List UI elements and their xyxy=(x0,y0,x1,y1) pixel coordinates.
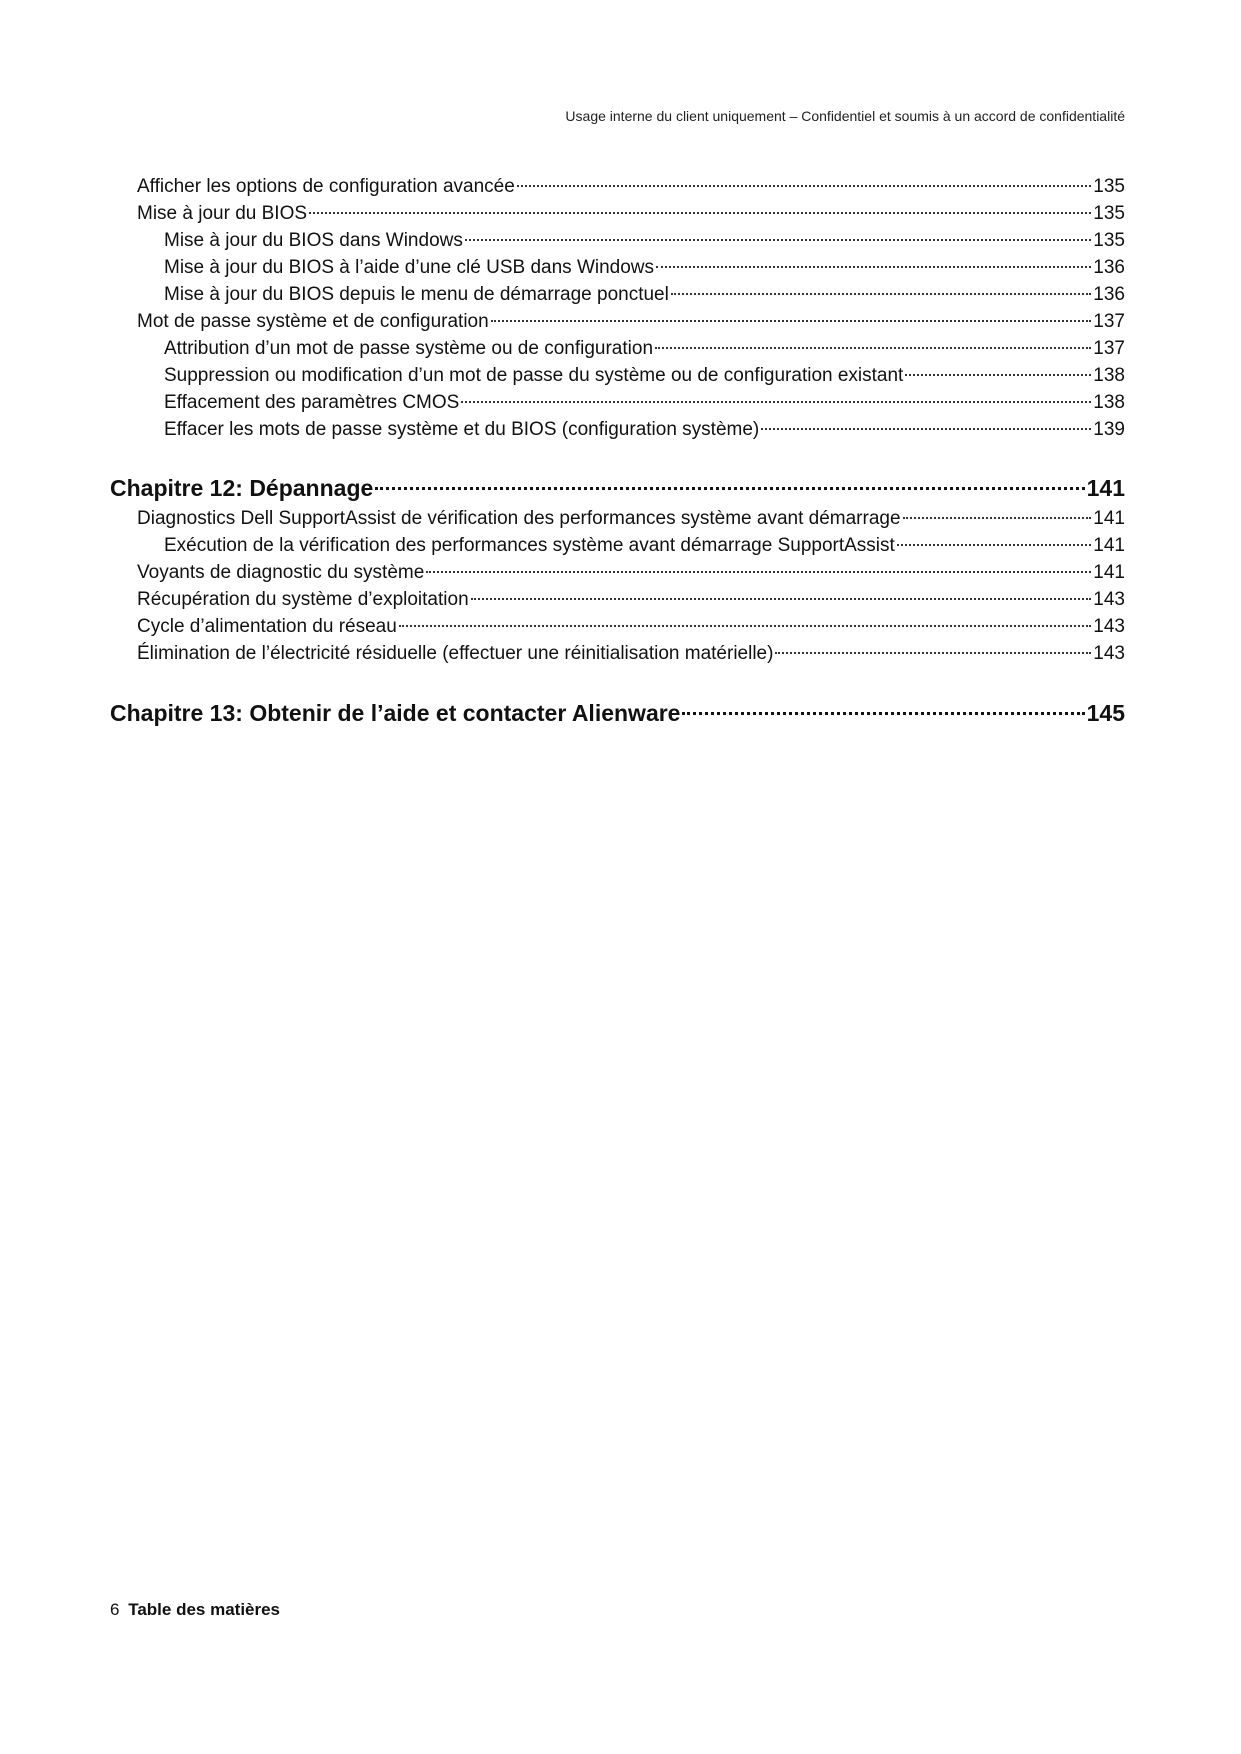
toc-chapter-13-help-contact[interactable] xyxy=(110,699,1125,727)
toc-entry-title: Effacer les mots de passe système et du BIOS (configuration système) xyxy=(164,419,760,440)
dot-leader xyxy=(471,598,1092,600)
dot-leader xyxy=(375,487,1084,490)
dot-leader xyxy=(491,320,1092,322)
toc-entry-supportassist-diagnostics[interactable] xyxy=(110,507,1125,531)
toc-entry-network-power-cycle[interactable] xyxy=(110,615,1125,639)
toc-chapter-title: Chapitre 12: Dépannage xyxy=(110,475,374,501)
toc-entry-title: Récupération du système d’exploitation xyxy=(137,589,469,610)
toc-entry-title: Mise à jour du BIOS xyxy=(137,203,308,224)
dot-leader xyxy=(903,517,1092,519)
toc-entry-title: Attribution d’un mot de passe système ou de configuration xyxy=(164,338,654,359)
toc-entry-page: 139 xyxy=(1093,419,1125,440)
toc-entry-page: 141 xyxy=(1093,562,1125,583)
dot-leader xyxy=(671,293,1091,295)
toc-entry-bios-update-windows[interactable] xyxy=(110,229,1125,253)
toc-entry-os-recovery[interactable] xyxy=(110,588,1125,612)
toc-entry-page: 135 xyxy=(1093,230,1125,251)
toc-entry-clear-bios-passwords[interactable] xyxy=(110,418,1125,442)
toc-entry-system-setup-password[interactable] xyxy=(110,310,1125,334)
toc-entry-page: 138 xyxy=(1093,365,1125,386)
toc-entry-delete-change-password[interactable] xyxy=(110,364,1125,388)
dot-leader xyxy=(897,544,1091,546)
toc-entry-run-supportassist-check[interactable] xyxy=(110,534,1125,558)
toc-entry-title: Diagnostics Dell SupportAssist de vérification des performances système avant démarrage xyxy=(137,508,901,529)
dot-leader xyxy=(465,239,1091,241)
toc-entry-page: 136 xyxy=(1093,284,1125,305)
toc-entry-page: 135 xyxy=(1093,203,1125,224)
page-footer xyxy=(110,1600,280,1620)
toc-entry-title: Cycle d’alimentation du réseau xyxy=(137,616,397,637)
toc-entry-page: 143 xyxy=(1093,616,1125,637)
toc-entry-page: 137 xyxy=(1093,338,1125,359)
dot-leader xyxy=(656,266,1091,268)
toc-entry-advanced-setup-options[interactable] xyxy=(110,175,1125,199)
toc-entry-title: Exécution de la vérification des performances système avant démarrage SupportAssist xyxy=(164,535,895,556)
dot-leader xyxy=(517,185,1092,187)
toc-entry-page: 141 xyxy=(1093,535,1125,556)
toc-entry-page: 143 xyxy=(1093,643,1125,664)
dot-leader xyxy=(309,212,1091,214)
dot-leader xyxy=(775,652,1091,654)
toc-chapter-12-troubleshooting[interactable] xyxy=(110,474,1125,502)
toc-entry-title: Effacement des paramètres CMOS xyxy=(164,392,460,413)
toc-entry-diagnostic-lights[interactable] xyxy=(110,561,1125,585)
toc-entry-page: 136 xyxy=(1093,257,1125,278)
toc-entry-page: 137 xyxy=(1093,311,1125,332)
footer-section-title: Table des matières xyxy=(128,1600,281,1619)
toc-entry-bios-update-boot-menu[interactable] xyxy=(110,283,1125,307)
toc-entry-title: Mot de passe système et de configuration xyxy=(137,311,489,332)
dot-leader xyxy=(655,347,1091,349)
toc-chapter-page: 141 xyxy=(1086,475,1125,501)
toc-entry-page: 138 xyxy=(1093,392,1125,413)
footer-page-number: 6 xyxy=(110,1600,120,1619)
dot-leader xyxy=(682,712,1084,715)
toc-chapter-title: Chapitre 13: Obtenir de l’aide et contacter Alienware xyxy=(110,700,681,726)
toc-entry-title: Voyants de diagnostic du système xyxy=(137,562,425,583)
toc-entry-assign-password[interactable] xyxy=(110,337,1125,361)
toc-entry-bios-update-usb[interactable] xyxy=(110,256,1125,280)
toc-entry-flea-power-drain[interactable] xyxy=(110,642,1125,666)
toc-entry-title: Suppression ou modification d’un mot de passe du système ou de configuration existant xyxy=(164,365,904,386)
toc-entry-page: 143 xyxy=(1093,589,1125,610)
dot-leader xyxy=(426,571,1091,573)
toc-entry-title: Élimination de l’électricité résiduelle (effectuer une réinitialisation matérielle) xyxy=(137,643,774,664)
toc-chapter-page: 145 xyxy=(1086,700,1125,726)
toc-entry-title: Afficher les options de configuration avancée xyxy=(137,176,515,197)
toc-entry-title: Mise à jour du BIOS à l’aide d’une clé USB dans Windows xyxy=(164,257,655,278)
dot-leader xyxy=(761,428,1091,430)
dot-leader xyxy=(461,401,1091,403)
toc-entry-page: 135 xyxy=(1093,176,1125,197)
toc-entry-title: Mise à jour du BIOS dans Windows xyxy=(164,230,463,251)
confidentiality-header: Usage interne du client uniquement – Confidentiel et soumis à un accord de confidentialité xyxy=(565,108,1125,124)
dot-leader xyxy=(905,374,1091,376)
toc-entry-page: 141 xyxy=(1093,508,1125,529)
toc-entry-title: Mise à jour du BIOS depuis le menu de démarrage ponctuel xyxy=(164,284,669,305)
toc-entry-bios-update[interactable] xyxy=(110,202,1125,226)
dot-leader xyxy=(399,625,1091,627)
toc-entry-clear-cmos[interactable] xyxy=(110,391,1125,415)
